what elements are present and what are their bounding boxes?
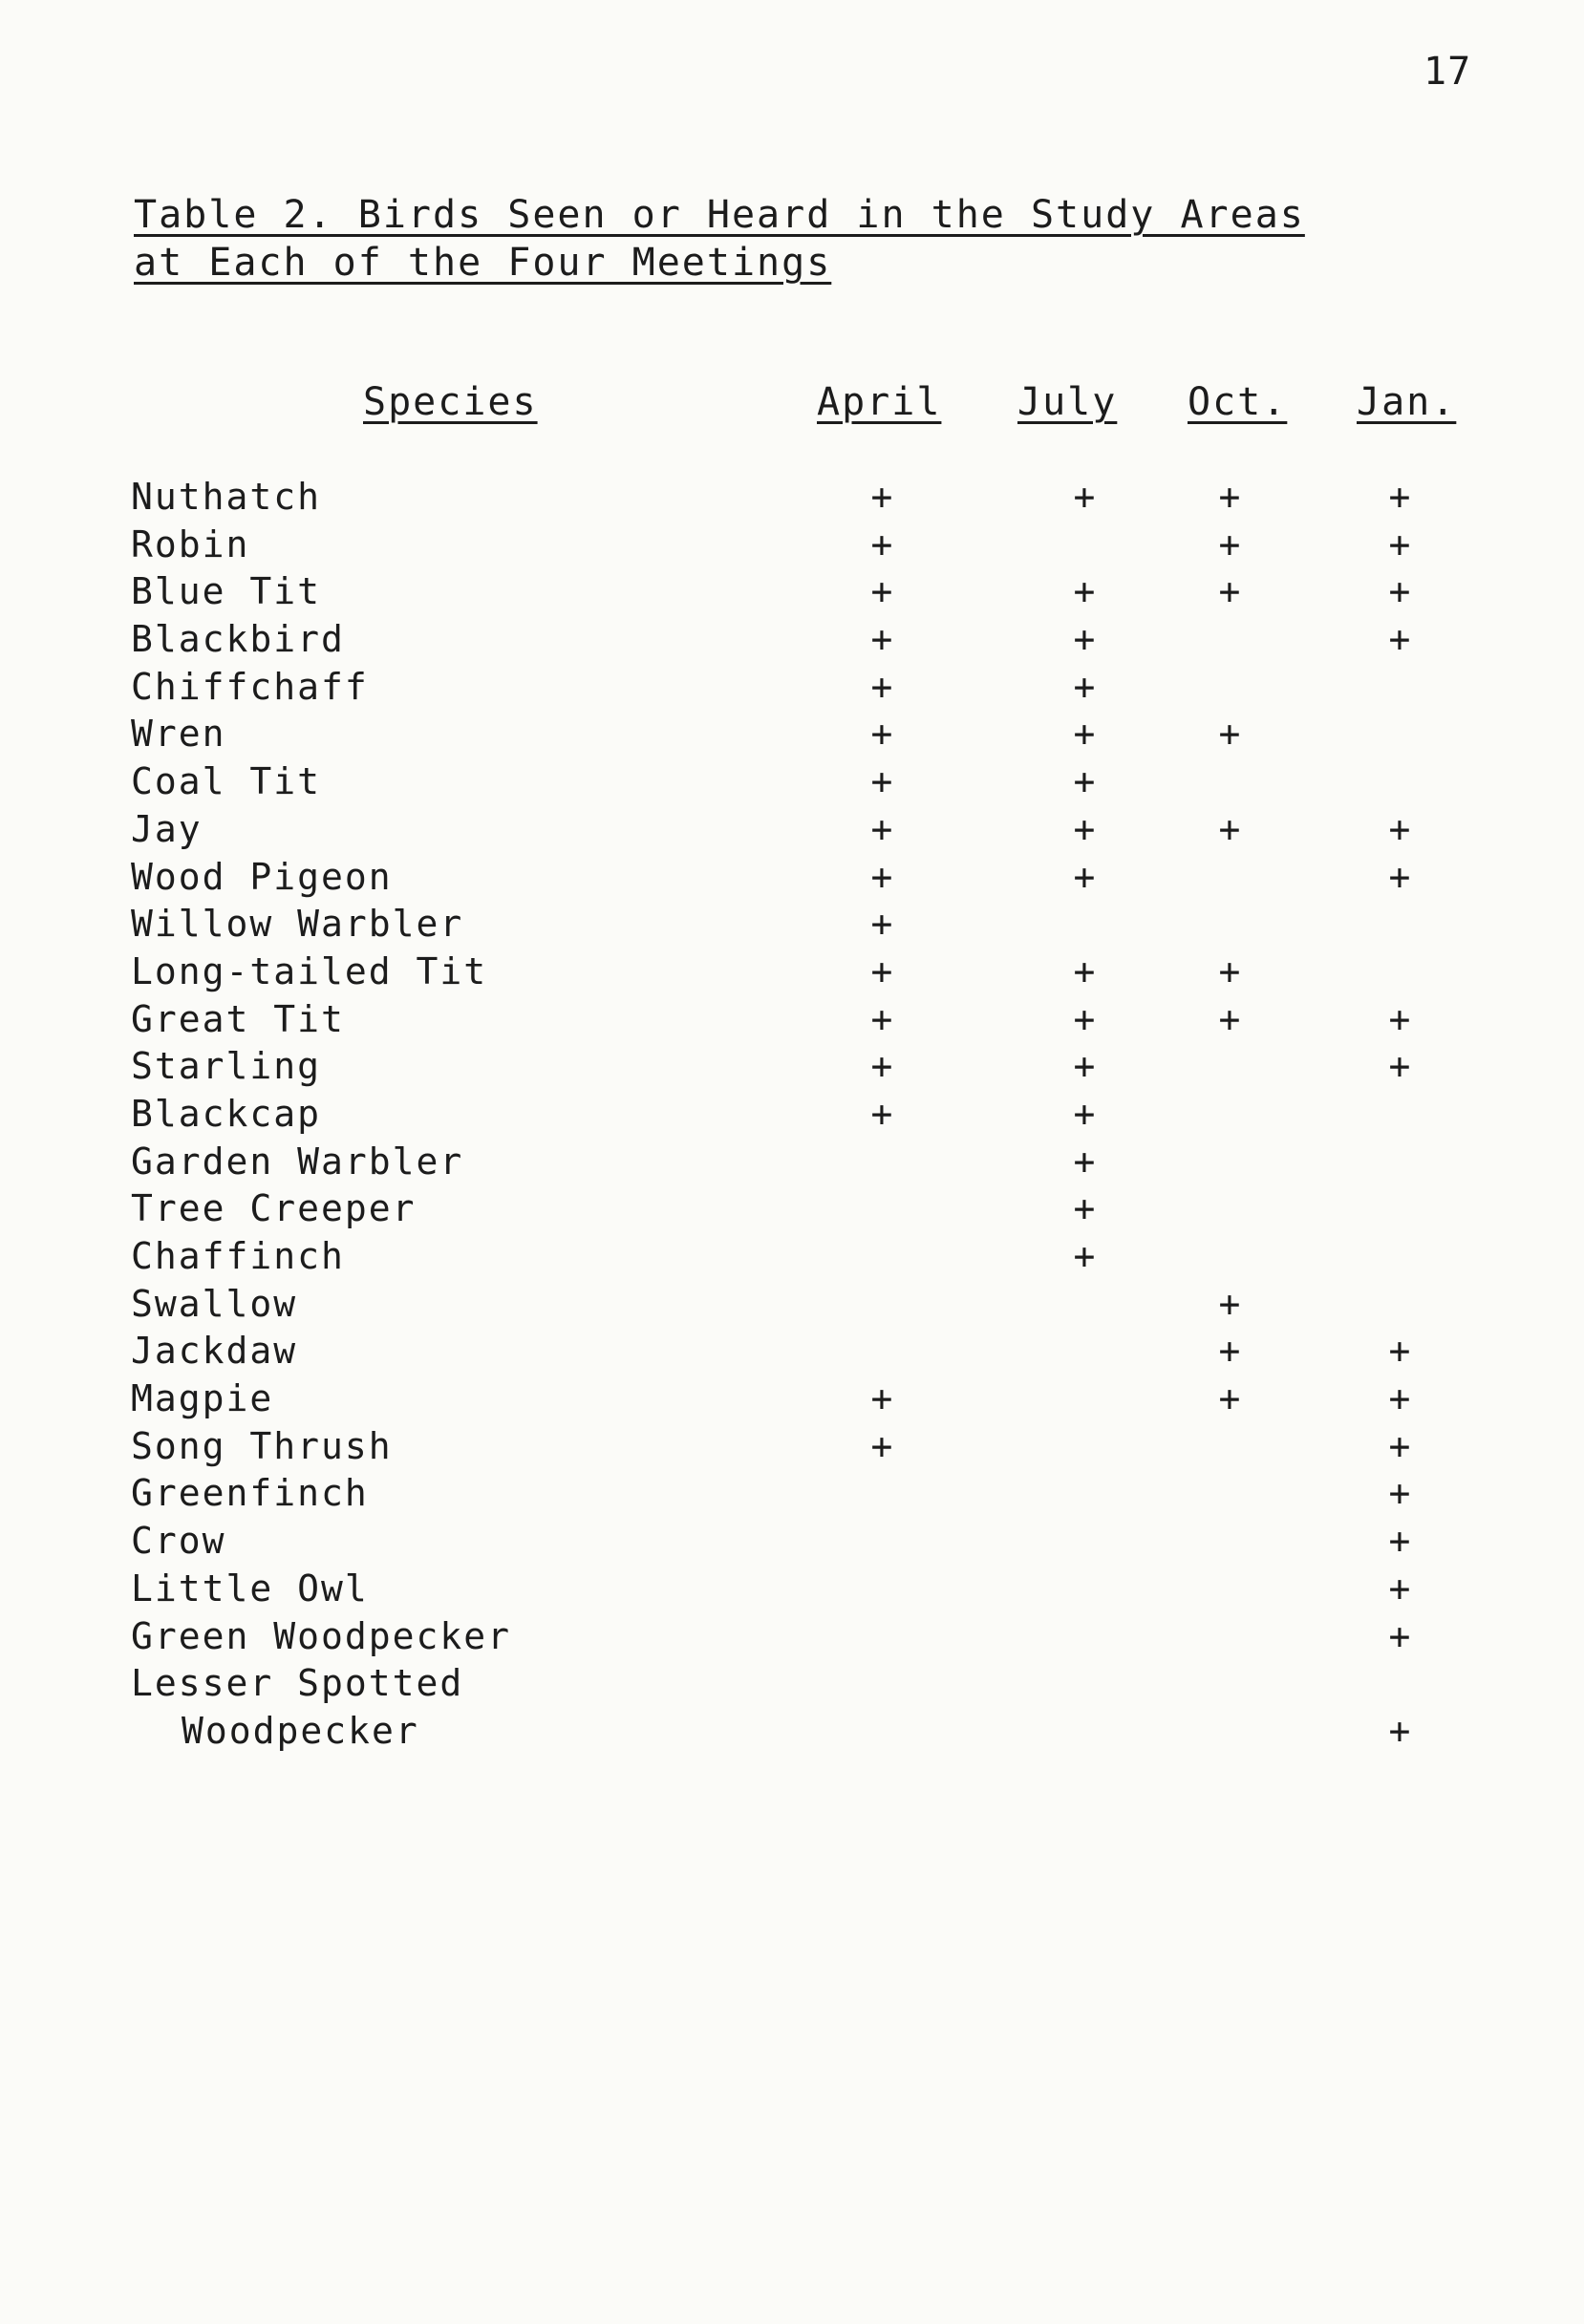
bird-table bbox=[0, 473, 1584, 1755]
species-name: Jay bbox=[131, 807, 203, 850]
mark-april: + bbox=[870, 476, 893, 518]
table-row bbox=[0, 1422, 1584, 1470]
table-row bbox=[0, 1090, 1584, 1138]
species-name: Crow bbox=[131, 1520, 226, 1563]
mark-april: + bbox=[870, 665, 893, 708]
table-title bbox=[134, 191, 1305, 287]
mark-jan: + bbox=[1388, 1377, 1411, 1420]
mark-jan: + bbox=[1388, 807, 1411, 850]
mark-april: + bbox=[870, 760, 893, 803]
mark-july: + bbox=[1073, 949, 1096, 992]
table-title-line-2: at Each of the Four Meetings bbox=[134, 241, 832, 285]
species-name: Starling bbox=[131, 1045, 322, 1088]
species-name: Swallow bbox=[131, 1282, 298, 1325]
species-name: Blackbird bbox=[131, 618, 345, 661]
mark-april: + bbox=[870, 522, 893, 565]
mark-jan: + bbox=[1388, 1330, 1411, 1373]
mark-april: + bbox=[870, 1424, 893, 1467]
mark-jan: + bbox=[1388, 1709, 1411, 1752]
species-name: Garden Warbler bbox=[131, 1140, 464, 1183]
mark-oct: + bbox=[1218, 522, 1241, 565]
mark-oct: + bbox=[1218, 997, 1241, 1040]
page-number: 17 bbox=[1423, 50, 1472, 94]
mark-oct: + bbox=[1218, 570, 1241, 613]
mark-april: + bbox=[870, 1092, 893, 1135]
mark-july: + bbox=[1073, 618, 1096, 661]
table-row bbox=[0, 1042, 1584, 1090]
species-name: Willow Warbler bbox=[131, 903, 464, 946]
table-row bbox=[0, 1612, 1584, 1660]
species-name: Little Owl bbox=[131, 1567, 369, 1610]
species-name: Woodpecker bbox=[182, 1709, 419, 1752]
mark-july: + bbox=[1073, 855, 1096, 898]
column-header-july: July bbox=[1017, 380, 1118, 424]
table-row bbox=[0, 805, 1584, 853]
mark-july: + bbox=[1073, 997, 1096, 1040]
mark-april: + bbox=[870, 855, 893, 898]
mark-july: + bbox=[1073, 807, 1096, 850]
mark-july: + bbox=[1073, 1235, 1096, 1277]
species-name: Jackdaw bbox=[131, 1330, 298, 1373]
column-header-species: Species bbox=[363, 380, 538, 424]
mark-july: + bbox=[1073, 713, 1096, 756]
species-name: Robin bbox=[131, 522, 250, 565]
table-row bbox=[0, 1184, 1584, 1232]
table-row bbox=[0, 1469, 1584, 1517]
mark-july: + bbox=[1073, 1140, 1096, 1183]
table-row bbox=[0, 521, 1584, 568]
table-row bbox=[0, 710, 1584, 757]
mark-april: + bbox=[870, 618, 893, 661]
column-header-april: April bbox=[817, 380, 942, 424]
species-name: Wren bbox=[131, 713, 226, 756]
mark-jan: + bbox=[1388, 618, 1411, 661]
mark-jan: + bbox=[1388, 1424, 1411, 1467]
table-row bbox=[0, 1517, 1584, 1565]
mark-april: + bbox=[870, 903, 893, 946]
species-name: Great Tit bbox=[131, 997, 345, 1040]
species-name: Song Thrush bbox=[131, 1424, 393, 1467]
mark-jan: + bbox=[1388, 1472, 1411, 1515]
species-name: Wood Pigeon bbox=[131, 855, 393, 898]
species-name: Coal Tit bbox=[131, 760, 322, 803]
mark-oct: + bbox=[1218, 807, 1241, 850]
mark-jan: + bbox=[1388, 997, 1411, 1040]
mark-jan: + bbox=[1388, 1520, 1411, 1563]
table-row bbox=[0, 948, 1584, 995]
table-title-line-1: Table 2. Birds Seen or Heard in the Study Areas bbox=[134, 193, 1305, 237]
column-header-oct: Oct. bbox=[1188, 380, 1288, 424]
table-row bbox=[0, 1280, 1584, 1328]
table-row bbox=[0, 1327, 1584, 1375]
table-row bbox=[0, 853, 1584, 901]
species-name: Tree Creeper bbox=[131, 1187, 417, 1230]
mark-april: + bbox=[870, 713, 893, 756]
mark-jan: + bbox=[1388, 570, 1411, 613]
mark-july: + bbox=[1073, 1187, 1096, 1230]
mark-oct: + bbox=[1218, 1330, 1241, 1373]
table-row bbox=[0, 1375, 1584, 1422]
mark-july: + bbox=[1073, 1092, 1096, 1135]
column-header-jan: Jan. bbox=[1357, 380, 1457, 424]
species-name: Greenfinch bbox=[131, 1472, 369, 1515]
mark-april: + bbox=[870, 807, 893, 850]
mark-april: + bbox=[870, 949, 893, 992]
mark-jan: + bbox=[1388, 522, 1411, 565]
species-name: Lesser Spotted bbox=[131, 1662, 464, 1705]
table-row bbox=[0, 1138, 1584, 1185]
mark-april: + bbox=[870, 570, 893, 613]
table-row bbox=[0, 567, 1584, 615]
table-row bbox=[0, 1659, 1584, 1707]
species-name: Chiffchaff bbox=[131, 665, 369, 708]
mark-jan: + bbox=[1388, 855, 1411, 898]
mark-jan: + bbox=[1388, 476, 1411, 518]
table-row bbox=[0, 473, 1584, 521]
mark-july: + bbox=[1073, 476, 1096, 518]
mark-oct: + bbox=[1218, 713, 1241, 756]
mark-july: + bbox=[1073, 760, 1096, 803]
mark-july: + bbox=[1073, 1045, 1096, 1088]
mark-oct: + bbox=[1218, 949, 1241, 992]
table-row bbox=[0, 663, 1584, 711]
table-row bbox=[0, 1232, 1584, 1280]
mark-jan: + bbox=[1388, 1567, 1411, 1610]
mark-july: + bbox=[1073, 665, 1096, 708]
table-row bbox=[0, 900, 1584, 948]
table-row bbox=[0, 615, 1584, 663]
mark-april: + bbox=[870, 1377, 893, 1420]
mark-jan: + bbox=[1388, 1045, 1411, 1088]
mark-april: + bbox=[870, 1045, 893, 1088]
species-name: Long-tailed Tit bbox=[131, 949, 488, 992]
mark-oct: + bbox=[1218, 476, 1241, 518]
species-name: Nuthatch bbox=[131, 476, 322, 518]
table-row bbox=[0, 757, 1584, 805]
mark-july: + bbox=[1073, 570, 1096, 613]
species-name: Magpie bbox=[131, 1377, 274, 1420]
mark-jan: + bbox=[1388, 1614, 1411, 1657]
species-name: Chaffinch bbox=[131, 1235, 345, 1277]
mark-oct: + bbox=[1218, 1377, 1241, 1420]
species-name: Green Woodpecker bbox=[131, 1614, 512, 1657]
mark-oct: + bbox=[1218, 1282, 1241, 1325]
table-row bbox=[0, 995, 1584, 1043]
table-row bbox=[0, 1707, 1584, 1755]
mark-april: + bbox=[870, 997, 893, 1040]
species-name: Blackcap bbox=[131, 1092, 322, 1135]
species-name: Blue Tit bbox=[131, 570, 322, 613]
table-row bbox=[0, 1565, 1584, 1612]
